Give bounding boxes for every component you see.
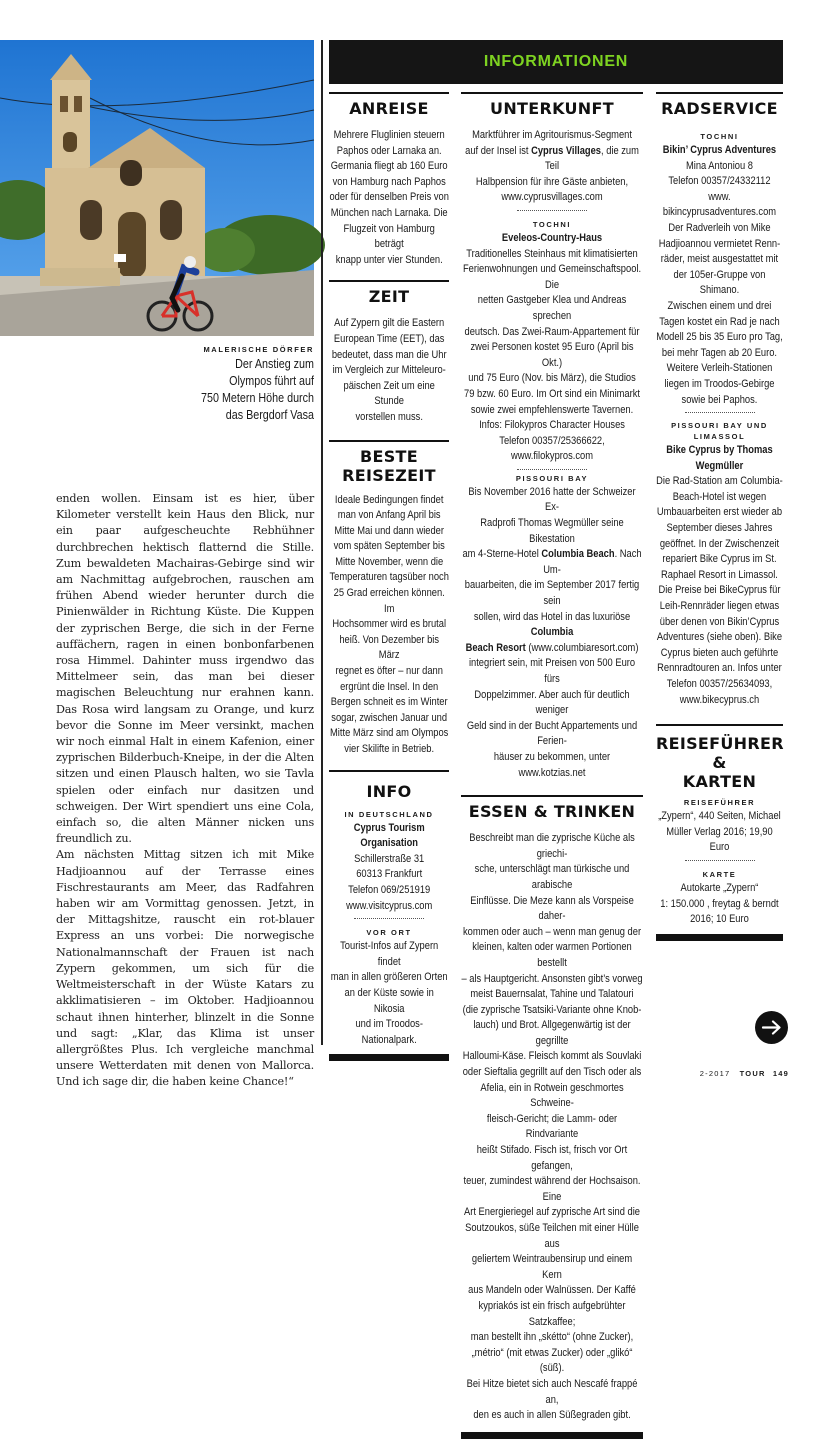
column-right [656, 92, 783, 941]
section-end-bar [656, 934, 783, 941]
text-karte: Autokarte „Zypern“ 1: 150.000 , freytag & berndt 2016; 10 Euro [660, 881, 779, 926]
dotted-separator [517, 210, 587, 211]
heading-zeit: ZEIT [368, 287, 410, 307]
kicker-tochni: TOCHNI [700, 132, 739, 141]
body-paragraph: Am nächsten Mittag sitzen ich mit Mike Hadjioannou auf der Terrasse eines Fischrestaurants am Meer, das Radfahren haben wir am Vormittag genossen. Jetzt, in der Mittagshitze, rauscht ein rot-blauer Express an uns vorbei: Die norwegische Nationalmannschaft der Frauen ist nach Zypern gekommen, um sich für die Weltmeisterschaft in der Wüste Katars zu akklimatisieren – im Oktober. Hadjioannou schaut ihnen hinterher, blinzelt in die Sonne und sagt: „Klar, das Klima ist unser allergrößtes Plus. Ich vergleiche manchmal unsere Wetterdaten mit denen von Mallorca. Und ich sage dir, die haben keine Chance!“ [56, 848, 314, 1089]
name-eveleos [461, 231, 643, 247]
section-rule [329, 280, 449, 282]
kicker-vor-ort: VOR ORT [366, 928, 412, 938]
heading-radservice: RADSERVICE [661, 99, 778, 118]
text-unterkunft-intro [461, 128, 643, 206]
section-rule [656, 92, 783, 94]
section-end-bar [461, 1432, 643, 1439]
kicker-tochni: TOCHNI [532, 219, 572, 229]
kicker-pissouri-limassol: PISSOURI BAY UND LIMASSOL [671, 421, 768, 442]
section-rule [329, 440, 449, 442]
text-essen: Beschreibt man die zyprische Küche als griechi- sche, unterschlägt man türkische und arabische Einflüsse. Die Meze kann als Vorspeise daher- kommen oder auch – wenn man genug der kleinen, kalten oder warmen Portionen bestellt – als Hauptgericht. Ansonsten gibt’s vorweg meist Bauernsalat, Tahine und Talatouri (die zyprische Tsatsiki-Variante ohne Knob- lauch) und Brot. Allgegenwärtig ist der gegrillte Halloumi-Käse. Fleisch kommt als Souvlaki oder Sieftalia gegrillt auf den Tisch oder als Afelia, ein in Rotwein geschmortes Schweine- fleisch-Gericht; die Lamm- oder Rindvariante heißt Stifado. Fisch ist, frisch vor Ort gefangen, teuer, zumindest während der Hochsaison. Eine Art Energieriegel auf zyprische Art sind die Soutzoukos, süße Teilchen mit einer Hülle aus geliertem Weintraubensirup und einem Kern aus Mandeln oder Walnüssen. Der Kaffé kypriakós ist ein frisch aufgebrühter Satzkaffee; man bestellt ihn „skétto“ (ohne Zucker), „métrio“ (mit etwas Zucker) oder „glikó“ (süß). Bei Hitze bietet sich auch Nescafé frappé an, den es auch in allen Süßegraden gibt. [461, 832, 643, 1422]
photo-caption: Der Anstieg zum Olympos führt auf 750 Metern Höhe durch das Bergdorf Vasa [201, 357, 314, 422]
text-run: (www.columbiaresort.com) integriert sein, mit Preisen von 500 Euro fürs Doppelzimmer. Aber auch für deutlich weniger Geld sind in der Bucht Appartements und Ferien- häuser zu bekommen, unter www.kotzias.net [466, 641, 639, 779]
kicker-reisefuehrer: REISEFÜHRER [683, 798, 756, 808]
text-pissouri [461, 485, 643, 781]
text-run: Marktführer im Agritourismus-Segment auf der Insel ist [465, 129, 632, 157]
text-org [329, 821, 449, 852]
footer-magazine: TOUR [739, 1069, 766, 1078]
text-run: Bis November 2016 hatte der Schweizer Ex- Radprofi Thomas Wegmüller seine Bikestation am 4-Sterne-Hotel [462, 485, 636, 561]
name-bikin [656, 143, 783, 159]
dotted-separator [685, 412, 755, 413]
page-footer [700, 1069, 789, 1078]
arrow-right-icon[interactable] [755, 1011, 788, 1044]
kicker-pissouri: PISSOURI BAY [515, 473, 589, 483]
column-middle [461, 92, 643, 1439]
column-divider [321, 40, 323, 1045]
heading-unterkunft: UNTERKUNFT [490, 99, 614, 118]
text-address: Schillerstraße 31 60313 Frankfurt Telefon 069/251919 www.visitcyprus.com [345, 852, 433, 912]
heading-essen: ESSEN & TRINKEN [468, 802, 636, 822]
body-paragraph: enden wollen. Einsam ist es hier, über Kilometer verstellt kein Haus den Blick, nur ein paar aufgescheuchte Rebhühner durchbrechen hektisch flatternd die Stille. Zum bewaldeten Machairas-Gebirge sind wir am Nachmittag aufgebrochen, rauschen am frühen Abend wieder herunter durch die Pinienwälder in Richtung Küste. Die Kuppen der zyprischen Berge, die sich in der Ferne auffächern, ragen in einen bonbonfarbenen rosa Himmel. Dahinter muss irgendwo das Mittelmeer sein, das man bei dieser magischen Beleuchtung nur erahnen kann. Das Rosa wird langsam zu Orange, und kurz bevor die Sonne im Meer versinkt, machen wir noch einmal Halt in einem Kafenion, einer zyprischen Bilderbuch-Kneipe, in der die Alten sitzen und einen Plausch halten, wo sie Tavla spielen oder einfach nur dasitzen und schweigen. Der Wirt spendiert uns eine Cola, einfach so, die alten Männer nicken uns freundlich zu. [56, 492, 314, 846]
text-vor-ort: Tourist-Infos auf Zypern findet man in allen größeren Orten an der Küste sowie in Nikosia und im Troodos-Nationalpark. [330, 940, 448, 1046]
section-rule [656, 724, 783, 726]
photo-kicker: MALERISCHE DÖRFER [203, 345, 314, 354]
heading-reisefuehrer: REISEFÜHRER & KARTEN [656, 734, 784, 792]
column-left [329, 92, 449, 1061]
text-run: . Nach Um- bauarbeiten, die im September 2017 fertig sein sollen, wird das Hotel in das luxuriöse [464, 548, 642, 623]
text-bikin: Mina Antoniou 8 Telefon 00357/24332112 www. bikincyprusadventures.com Der Radverleih von Mike Hadjioannou vermietet Renn- räder, meist ausgestattet mit der 105er-Gruppe von Shimano. Zwischen einem und drei Tagen kostet ein Rad je nach Modell 25 bis 35 Euro pro Tag, bei mehr Tagen ab 20 Euro. Weitere Verleih-Stationen liegen im Troodos-Gebirge sowie bei Paphos. [656, 159, 783, 406]
photo-church-cyclist [0, 40, 314, 336]
section-rule [461, 795, 643, 797]
text-reisezeit: Ideale Bedingungen findet man von Anfang April bis Mitte Mai und dann wieder vom späten September bis Mitte November, wenn die Temperaturen tagsüber noch 25 Grad erreichen können. Im Hochsommer wird es brutal heiß. Von Dezember bis März regnet es öfter – nur dann ergrünt die Insel. In den Bergen schneit es im Winter sogar, zwischen Januar und Mitte März sind am Olympos vier Skilifte in Betrieb. [329, 493, 449, 755]
eveleos-title: Eveleos-Country-Haus [501, 231, 603, 244]
info-title: INFORMATIONEN [483, 53, 629, 70]
heading-anreise: ANREISE [349, 99, 429, 118]
bike-cyprus-title: Bike Cyprus by Thomas Wegmüller [666, 444, 773, 472]
footer-page-number: 149 [772, 1069, 789, 1078]
text-reisefuehrer: „Zypern“, 440 Seiten, Michael Müller Verlag 2016; 19,90 Euro [658, 810, 781, 854]
text-eveleos: Traditionelles Steinhaus mit klimatisierten Ferienwohnungen und Gemeinschaftspool. Die netten Gastgeber Klea und Andreas sprechen deutsch. Das Zwei-Raum-Appartement für zwei Personen kostet 95 Euro (April bis Okt.) und 75 Euro (Nov. bis März), die Studios 79 bzw. 60 Euro. Im Ort sind ein Minimarkt sowie zwei empfehlenswerte Tavernen. Infos: Filokypros Character Houses Telefon 00357/25366622, www.filokypros.com [462, 247, 642, 463]
section-rule [329, 770, 449, 772]
text-run-bold: Columbia Beach [541, 548, 615, 561]
section-rule [461, 92, 643, 94]
section-end-bar [329, 1054, 449, 1061]
text-anreise: Mehrere Fluglinien steuern Paphos oder Larnaka an. Germania fliegt ab 160 Euro von Hamburg nach Paphos oder für denselben Preis von München nach Larnaka. Die Flugzeit von Hamburg beträgt knapp unter vier Stunden. [329, 129, 449, 266]
text-zeit: Auf Zypern gilt die Eastern European Time (EET), das bedeutet, dass man die Uhr im Vergleich zur Mitteleuro- päischen Zeit um eine Stunde vorstellen muss. [331, 317, 447, 423]
kicker-karte: KARTE [702, 869, 737, 879]
text-run-bold: Columbia Beach Resort [465, 626, 574, 654]
kicker-in-deutschland: IN DEUTSCHLAND [344, 809, 434, 819]
org-name: Cyprus Tourism Organisation [353, 821, 425, 850]
info-title-bar [329, 40, 783, 84]
dotted-separator [685, 860, 755, 861]
article-body [56, 491, 314, 1091]
section-rule [329, 92, 449, 94]
footer-issue: 2-2017 [699, 1069, 731, 1078]
text-bike-cyprus: Die Rad-Station am Columbia- Beach-Hotel ist wegen Umbauarbeiten erst wieder ab September dieses Jahres geöffnet. In der Zwischenzeit repariert Bike Cyprus im St. Raphael Resort in Limassol. Die Preise bei BikeCyprus für Leih-Rennräder liegen etwas über denen von Bikin’Cyprus Adventures (siehe oben). Bike Cyprus bieten auch geführte Rennradtouren an. Infos unter Telefon 00357/25634093, www.bikecyprus.ch [656, 475, 783, 706]
heading-reisezeit: BESTE REISEZEIT [342, 446, 436, 485]
heading-info: INFO [366, 781, 412, 801]
dotted-separator [517, 469, 587, 470]
text-run: , die zum Teil Halbpension für ihre Gäste anbieten, www.cyprusvillages.com [475, 144, 639, 204]
name-bike-cyprus [656, 443, 783, 474]
bikin-title: Bikin’ Cyprus Adventures [662, 144, 777, 156]
dotted-separator [354, 918, 424, 919]
text-run-bold: Cyprus Villages [531, 144, 601, 157]
